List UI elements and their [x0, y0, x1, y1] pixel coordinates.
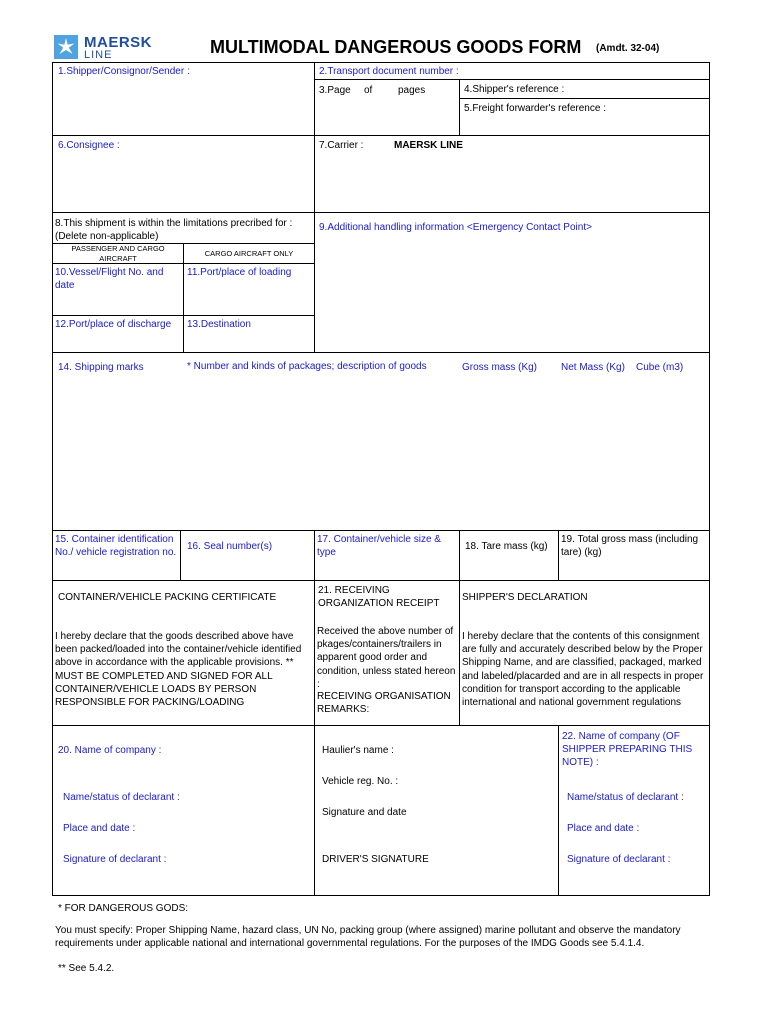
driver-signature[interactable]: DRIVER'S SIGNATURE: [322, 854, 429, 865]
field-7-carrier-value: MAERSK LINE: [394, 140, 463, 151]
receipt-body: Received the above number of pkages/containers/trailers in apparent good order and condition, unless stated hereon :: [317, 626, 456, 690]
field-8-limitations: 8.This shipment is within the limitations precribed for : (Delete non-applicable): [55, 218, 293, 243]
field-5-forwarder-ref[interactable]: 5.Freight forwarder's reference :: [464, 103, 606, 114]
footnote-dangerous-goods: * FOR DANGEROUS GODS:: [58, 903, 189, 914]
option-passenger-cargo[interactable]: PASSENGER AND CARGO AIRCRAFT: [71, 244, 165, 263]
field-10-vessel[interactable]: 10.Vessel/Flight No. and date: [55, 267, 164, 292]
shipper-declaration-body: I hereby declare that the contents of this consignment are fully and accurately described below by the Proper Shipping Name, and are classified, packaged, marked and labeled/placarded and are in all respects in proper condition for transport according to the applicable international and national government regulations: [462, 631, 704, 708]
star-logo-icon: [54, 35, 78, 59]
footnote-requirements: You must specify: Proper Shipping Name, hazard class, UN No, packing group (where assigned) marine pollutant and observe the mandatory requirements under applicable national and international governmental regulations. For the purposes of the IMDG Goods see 5.4.1.4.: [55, 925, 681, 950]
logo-maersk-text: MAERSK: [84, 34, 153, 51]
form-title: MULTIMODAL DANGEROUS GOODS FORM: [210, 37, 582, 57]
field-19-total-gross[interactable]: 19. Total gross mass (including tare) (kg): [561, 534, 699, 559]
signature-declarant-left[interactable]: Signature of declarant :: [63, 854, 167, 865]
field-15-container-id[interactable]: 15. Container identification No./ vehicle registration no.: [55, 534, 177, 559]
footnote-see-542: ** See 5.4.2.: [58, 963, 115, 974]
signature-declarant-right[interactable]: Signature of declarant :: [567, 854, 671, 865]
place-date-left[interactable]: Place and date :: [63, 823, 136, 834]
place-date-right[interactable]: Place and date :: [567, 823, 640, 834]
field-2-transport-doc[interactable]: 2.Transport document number :: [319, 66, 459, 77]
haulier-name[interactable]: Haulier's name :: [322, 745, 394, 756]
receipt-title: 21. RECEIVING ORGANIZATION RECEIPT: [318, 585, 440, 610]
goods-description-header[interactable]: * Number and kinds of packages; description of goods: [187, 361, 427, 372]
field-14-shipping-marks[interactable]: 14. Shipping marks: [58, 362, 144, 373]
gross-mass-header[interactable]: Gross mass (Kg): [462, 362, 538, 373]
field-13-destination[interactable]: 13.Destination: [187, 319, 251, 330]
field-6-consignee[interactable]: 6.Consignee :: [58, 140, 120, 151]
net-mass-header[interactable]: Net Mass (Kg): [561, 362, 625, 373]
cube-header[interactable]: Cube (m3): [636, 362, 684, 373]
signature-and-date[interactable]: Signature and date: [322, 807, 407, 818]
field-1-shipper[interactable]: 1.Shipper/Consignor/Sender :: [58, 66, 190, 77]
logo-line-text: LINE: [84, 49, 113, 61]
name-status-left[interactable]: Name/status of declarant :: [63, 792, 180, 803]
option-cargo-only[interactable]: CARGO AIRCRAFT ONLY: [204, 249, 294, 258]
field-16-seal[interactable]: 16. Seal number(s): [187, 541, 273, 552]
field-18-tare[interactable]: 18. Tare mass (kg): [465, 541, 548, 552]
vehicle-reg[interactable]: Vehicle reg. No. :: [322, 776, 399, 787]
field-3-of: of: [364, 85, 373, 96]
field-7-carrier[interactable]: 7.Carrier :: [319, 140, 364, 151]
field-9-handling[interactable]: 9.Additional handling information <Emergency Contact Point>: [319, 222, 592, 233]
field-22-company[interactable]: 22. Name of company (OF SHIPPER PREPARING THIS NOTE) :: [562, 731, 693, 769]
field-3-pages: pages: [398, 85, 426, 96]
field-4-shipper-ref[interactable]: 4.Shipper's reference :: [464, 84, 565, 95]
field-11-loading[interactable]: 11.Port/place of loading: [187, 267, 292, 278]
packing-certificate-title: CONTAINER/VEHICLE PACKING CERTIFICATE: [58, 592, 277, 603]
packing-certificate-body: I hereby declare that the goods described above have been packed/loaded into the container/vehicle identified above in accordance with the applicable provisions. ** MUST BE COMPLETED AND SIGNED FOR ALL CONTAINER/VEHICLE LOADS BY PERSON RESPONSIBLE FOR PACKING/LOADING: [55, 631, 302, 708]
field-17-container-size[interactable]: 17. Container/vehicle size & type: [317, 534, 441, 559]
field-12-discharge[interactable]: 12.Port/place of discharge: [55, 319, 172, 330]
shipper-declaration-title: SHIPPER'S DECLARATION: [462, 592, 588, 603]
receipt-remarks[interactable]: RECEIVING ORGANISATION REMARKS:: [317, 691, 451, 716]
field-3-page[interactable]: 3.Page: [319, 85, 351, 96]
field-20-company[interactable]: 20. Name of company :: [58, 745, 162, 756]
maersk-logo: [54, 33, 164, 63]
amendment-label: (Amdt. 32-04): [596, 43, 660, 54]
name-status-right[interactable]: Name/status of declarant :: [567, 792, 684, 803]
